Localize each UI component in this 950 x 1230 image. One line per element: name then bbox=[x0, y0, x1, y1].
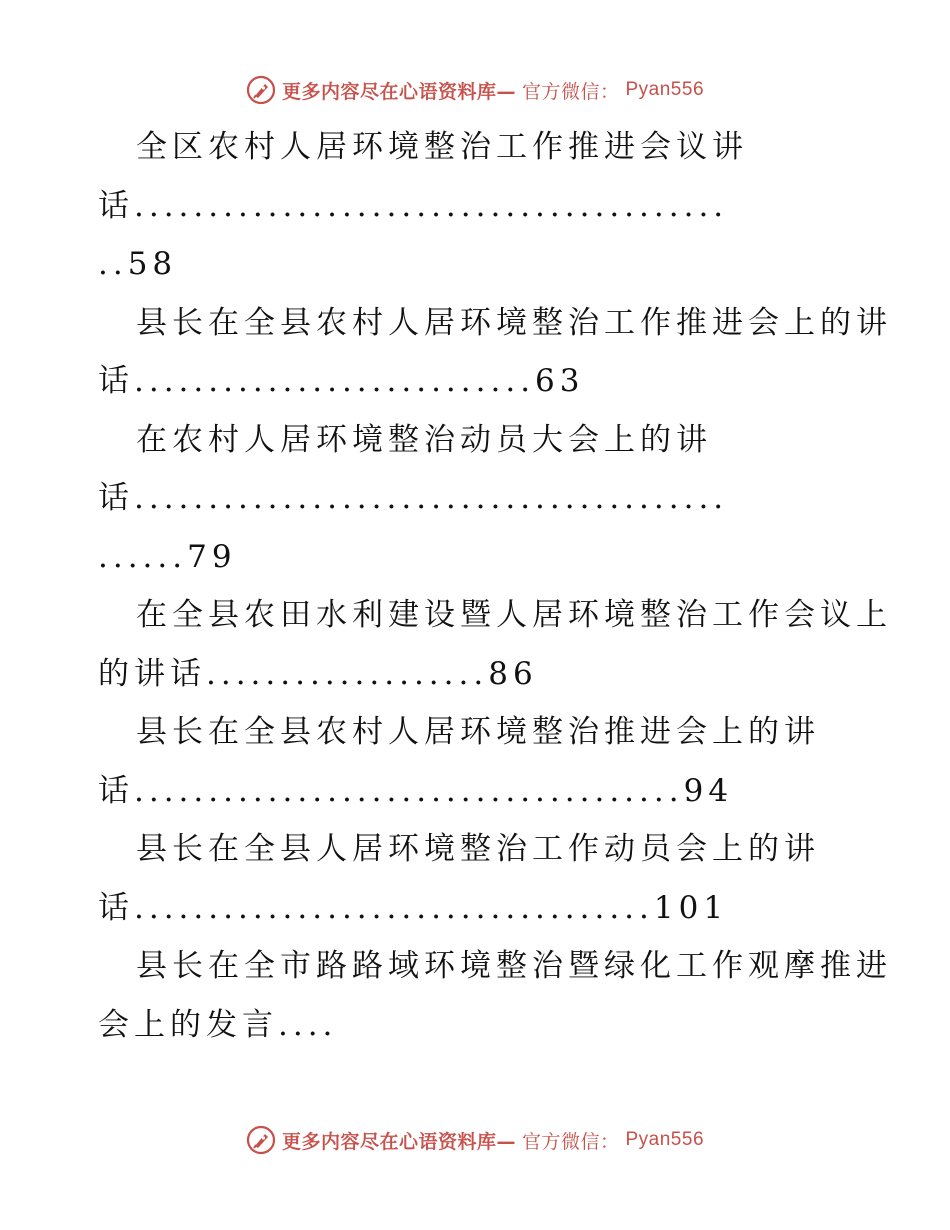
watermark-wechat-id: Pyan556 bbox=[625, 1129, 705, 1150]
header-watermark bbox=[0, 72, 950, 108]
watermark-suffix-label: 官方微信： bbox=[521, 1130, 620, 1153]
pen-nib-logo-icon bbox=[246, 1125, 276, 1155]
toc-entry-leader: 会上的发言.... bbox=[98, 1006, 338, 1043]
toc-entry-title: 在全县农田水利建设暨人居环境整治工作会议上 bbox=[136, 597, 892, 633]
watermark-wechat-id: Pyan556 bbox=[625, 79, 705, 100]
toc-entry-title: 县长在全县农村人居环境整治推进会上的讲 bbox=[136, 714, 820, 750]
watermark-suffix-label: 官方微信： bbox=[521, 80, 620, 103]
toc-entry-leader: 话........................................ bbox=[98, 187, 729, 224]
watermark-text: 更多内容尽在心语资料库— bbox=[281, 80, 516, 103]
toc-entry-title: 县长在全市路路域环境整治暨绿化工作观摩推进 bbox=[136, 948, 892, 984]
toc-entry-title: 县长在全县人居环境整治工作动员会上的讲 bbox=[136, 831, 820, 867]
toc-entry-leader: 话........................................ bbox=[98, 480, 729, 516]
footer-watermark bbox=[0, 1122, 950, 1158]
watermark-text: 更多内容尽在心语资料库— bbox=[281, 1130, 516, 1153]
toc-entry-leader: 话...........................63 bbox=[98, 363, 585, 399]
pen-nib-logo-icon bbox=[246, 75, 276, 105]
toc-entry-leader: 话...................................101 bbox=[98, 889, 729, 926]
toc-entry-leader: ..58 bbox=[98, 246, 178, 282]
toc-entry-leader: 的讲话...................86 bbox=[98, 655, 538, 692]
toc-entry-title: 在农村人居环境整治动员大会上的讲 bbox=[136, 421, 712, 458]
table-of-contents bbox=[98, 118, 892, 1054]
toc-entry-title: 县长在全县农村人居环境整治工作推进会上的讲 bbox=[136, 304, 892, 341]
toc-entry-title: 全区农村人居环境整治工作推进会议讲 bbox=[136, 129, 748, 165]
toc-entry-leader: ......79 bbox=[98, 538, 237, 575]
toc-entry-leader: 话.....................................94 bbox=[98, 772, 734, 809]
